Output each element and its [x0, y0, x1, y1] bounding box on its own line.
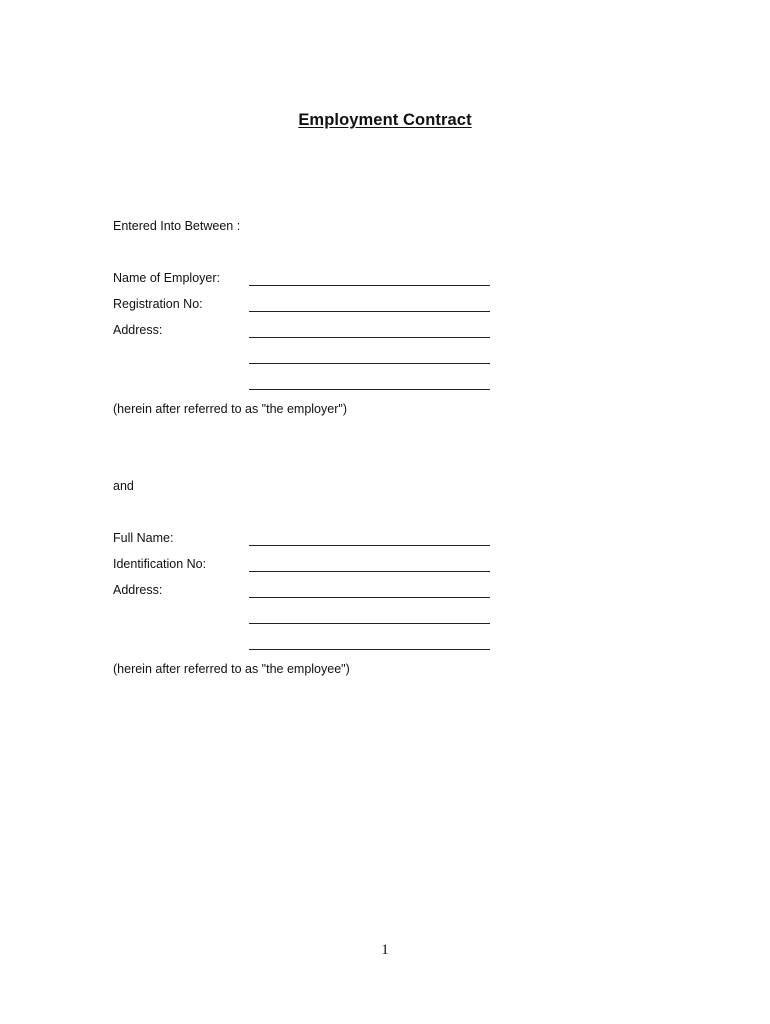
page-number: 1 [381, 942, 389, 958]
employee-referred-text: (herein after referred to as "the employee") [113, 662, 350, 676]
employer-address-line-3[interactable] [249, 389, 490, 390]
employer-address-line-2[interactable] [249, 363, 490, 364]
employer-address-line-1[interactable] [249, 337, 490, 338]
employee-name-label: Full Name: [113, 531, 174, 545]
employer-registration-field[interactable] [249, 311, 490, 312]
document-title: Employment Contract [298, 111, 472, 129]
employer-name-label: Name of Employer: [113, 271, 220, 285]
conjunction-text: and [113, 479, 134, 493]
employer-address-label: Address: [113, 323, 163, 337]
employee-identification-label: Identification No: [113, 557, 207, 571]
employer-name-field[interactable] [249, 285, 490, 286]
employee-address-line-2[interactable] [249, 623, 490, 624]
employer-referred-text: (herein after referred to as "the employer") [113, 402, 347, 416]
intro-text: Entered Into Between : [113, 219, 241, 233]
employee-address-label: Address: [113, 583, 163, 597]
employee-address-line-1[interactable] [249, 597, 490, 598]
employer-registration-label: Registration No: [113, 297, 203, 311]
employee-identification-field[interactable] [249, 571, 490, 572]
employee-address-line-3[interactable] [249, 649, 490, 650]
employee-name-field[interactable] [249, 545, 490, 546]
